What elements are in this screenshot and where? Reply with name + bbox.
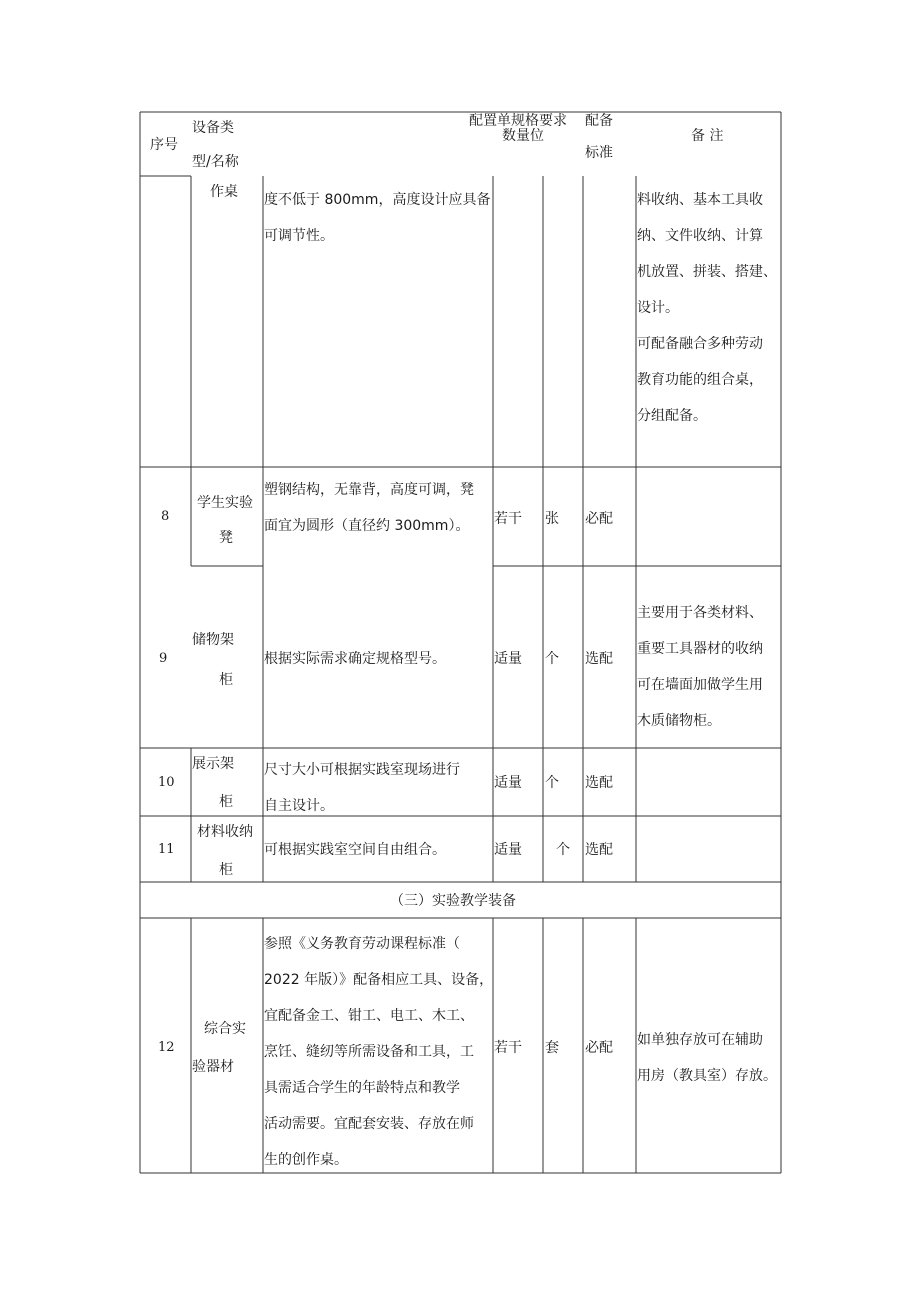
row-10-spec-line: 尺寸大小可根据实践室现场进行 (264, 762, 460, 778)
row-10-spec-line: 自主设计。 (264, 798, 334, 814)
cont-remark (637, 182, 787, 434)
header-name-line2: 型/名称 (192, 154, 239, 170)
row-11-name-line1: 材料收纳 (197, 824, 253, 840)
row-8-name-line1: 学生实验 (197, 495, 253, 511)
row-12-seq: 12 (158, 1040, 175, 1055)
header-std-line1: 配备 (585, 113, 613, 129)
row-9-remark-line: 重要工具器材的收纳 (637, 641, 763, 657)
row-8-seq: 8 (161, 509, 170, 524)
cont-remark-line: 料收纳、基本工具收 (637, 192, 763, 208)
row-10-std: 选配 (585, 775, 613, 791)
row-12-name-line2: 验器材 (192, 1059, 234, 1075)
row-12-unit: 套 (545, 1040, 559, 1056)
cont-remark-line: 纳、文件收纳、计算 (637, 228, 763, 244)
row-9-remark-line: 主要用于各类材料、 (637, 605, 763, 621)
row-12-spec (264, 926, 496, 1178)
header-spec-line1: 配置单规格要求 (469, 113, 567, 129)
row-12-spec-line: 烹饪、缝纫等所需设备和工具，工 (264, 1044, 474, 1060)
row-10-qty: 适量 (494, 775, 522, 791)
row-12-remark-line: 用房（教具室）存放。 (637, 1068, 777, 1084)
row-11-name-line2: 柜 (219, 862, 233, 878)
cont-remark-line: 可配备融合多种劳动 (637, 336, 763, 352)
header-remark: 备 注 (691, 128, 724, 144)
row-10-name-line1: 展示架 (192, 756, 234, 772)
header-std-line2: 标准 (585, 145, 613, 161)
row-11-unit: 个 (556, 842, 570, 858)
cont-remark-line: 分组配备。 (637, 408, 707, 424)
row-9-qty: 适量 (494, 651, 522, 667)
row-8-spec (264, 472, 496, 544)
row-10-seq: 10 (158, 775, 175, 790)
section-title: （三）实验教学装备 (390, 893, 516, 909)
header-spec-line2: 数量位 (502, 128, 544, 144)
row-9-std: 选配 (585, 651, 613, 667)
row-12-spec-line: 活动需要。宜配套安装、存放在师 (264, 1116, 474, 1132)
row-8-unit: 张 (545, 511, 559, 527)
row-8-spec-line: 面宜为圆形（直径约 300mm）。 (264, 518, 470, 534)
row-9-name-line1: 储物架 (192, 632, 234, 648)
row-12-spec-line: 参照《义务教育劳动课程标准（ (264, 936, 460, 952)
cont-spec-line: 度不低于 800mm，高度设计应具备 (264, 192, 491, 208)
row-11-spec: 可根据实践室空间自由组合。 (264, 842, 446, 858)
row-9-spec: 根据实际需求确定规格型号。 (264, 651, 446, 667)
row-10-name-line2: 柜 (219, 794, 233, 810)
row-12-name-line1: 综合实 (204, 1021, 246, 1037)
row-8-name-line2: 凳 (219, 530, 233, 546)
row-9-remark (637, 595, 787, 739)
cont-remark-line: 教育功能的组合桌， (637, 372, 763, 388)
row-10-unit: 个 (545, 775, 559, 791)
cont-spec-line: 可调节性。 (264, 228, 334, 244)
row-12-spec-line: 宜配备金工、钳工、电工、木工、 (264, 1008, 474, 1024)
row-8-spec-line: 塑钢结构，无靠背，高度可调，凳 (264, 482, 474, 498)
row-11-seq: 11 (158, 842, 175, 857)
header-name-line1: 设备类 (192, 120, 234, 136)
row-9-name-line2: 柜 (219, 672, 233, 688)
cont-name: 作桌 (210, 184, 238, 200)
row-12-spec-line: 2022 年版）》配备相应工具、设备， (264, 972, 494, 988)
cont-spec (264, 182, 496, 254)
row-12-qty: 若干 (494, 1040, 522, 1056)
row-10-spec (264, 752, 496, 824)
row-9-unit: 个 (545, 651, 559, 667)
cont-remark-line: 机放置、拼装、搭建、 (637, 264, 777, 280)
row-8-qty: 若干 (494, 511, 522, 527)
row-12-spec-line: 生的创作桌。 (264, 1152, 348, 1168)
row-9-seq: 9 (159, 651, 168, 666)
row-12-remark-line: 如单独存放可在辅助 (637, 1032, 763, 1048)
row-11-std: 选配 (585, 842, 613, 858)
row-11-qty: 适量 (494, 842, 522, 858)
row-9-remark-line: 木质储物柜。 (637, 713, 721, 729)
row-12-remark (637, 1022, 787, 1094)
row-8-std: 必配 (585, 511, 613, 527)
header-seq: 序号 (150, 137, 178, 153)
row-12-std: 必配 (585, 1040, 613, 1056)
row-12-spec-line: 具需适合学生的年龄特点和教学 (264, 1080, 460, 1096)
row-9-remark-line: 可在墙面加做学生用 (637, 677, 763, 693)
cont-remark-line: 设计。 (637, 300, 679, 316)
